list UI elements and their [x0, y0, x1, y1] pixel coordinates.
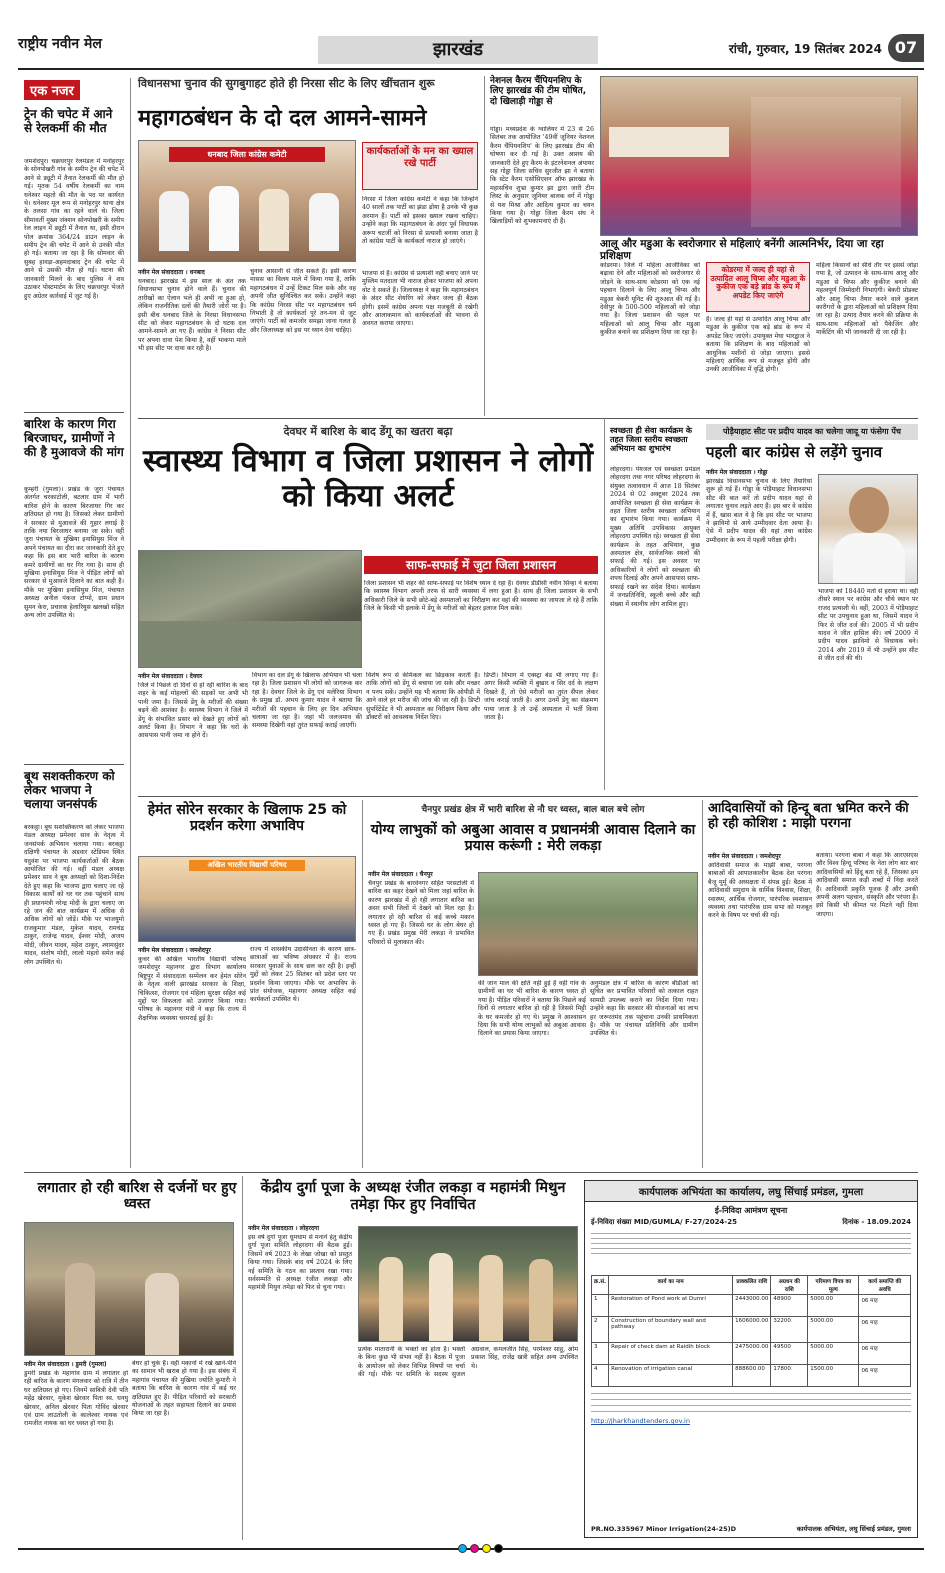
swasthya-text-1: जिले में पिछले दो दिनों से हो रही बारिश के बाद शहर के कई मोहल्लों की सड़कों पर अभी भी पानी जमा है। जिससे डेंगू के मरीजों की संख्या बढ़ने की आशंका है। स्वास्थ्य विभाग ने जिले में डेंगू के संभावित प्रसार को देखते हुए लोगों को अलर्ट किया है। विभाग ने कहा कि घरों के आसपास पानी जमा ना होने दें। — [138, 682, 248, 740]
print-registration-strip — [18, 1548, 924, 1556]
tender-office: कार्यपालक अभियंता का कार्यालय, लघु सिंचाई प्रमंडल, गुमला — [638, 1187, 864, 1198]
section-rule — [138, 796, 918, 797]
ek-nazar-label: एक नजर — [24, 80, 124, 98]
swasthya-text-4: विशेष रूप से केमिकल का छिड़काव करती है। ताकि लोगों को डेंगू से बचाया जा सके और मच्छर न पनप सकें। उन्होंने यह भी बताया कि ओपीडी में आने वाले हर मरीज की जांच की जा रही है। डिप्टी सुपरिंटेंडेंट ने भी अस्पताल का निरीक्षण किया और डॉक्टरों को आवश्यक निर्देश दिए। — [366, 672, 480, 722]
table-row — [592, 1295, 911, 1317]
cell: 3 — [592, 1343, 609, 1365]
cell: 2 — [592, 1317, 609, 1343]
hemant-photo — [138, 856, 356, 942]
cell: 49500 — [771, 1343, 808, 1365]
cell: 17800 — [771, 1365, 808, 1387]
cell: 06 माह — [859, 1343, 911, 1365]
durga-text-1: इस वर्ष दुर्गा पूजा धूमधाम से मनाने हेतु केंद्रीय दुर्गा पूजा समिति लोहरदगा की बैठक हुई। जिसमें वर्ष 2023 के लेखा जोखा को प्रस्तुत किया गया। जिसके बाद वर्ष 2024 के लिए नई समिति के गठन का प्रस्ताव रखा गया। सर्वसम्मति से अध्यक्ष रंजीत लकड़ा और महामंत्री मिथुन तमेड़ा को फिर से चुना गया। — [248, 1234, 352, 1292]
swasthya-text-3: जिला प्रशासन भी शहर की साफ-सफाई पर विशेष ध्यान दे रहा है। देवघर डीडीसी नवीन सिन्हा ने बताया कि स्वास्थ्य विभाग अपनी तरफ से सारी व्यवस्था में लगा हुआ है। साथ ही जिला प्रशासन के सभी अधिकारी जिले के सभी छोटे-बड़े अस्पतालों का निरीक्षण कर वहां की व्यवस्था का जायजा ले रहे हैं ताकि जिले के किसी भी इलाके में डेंगू के मरीजों को बेहतर इलाज मिल सके। — [364, 580, 598, 613]
barish-text-2: बेघर हो चुके हैं। वहीं मकानों में रखे खाने-पीने का सामान भी खराब हो गया है। इस संबंध में महागांव पंचायत की मुखिया ज्योति कुमारी ने बताया कि बारिश के कारण गांव में कई घर क्षतिग्रस्त हुए हैं। पीड़ित परिवारों को सरकारी योजनाओं के तहत सहायता दिलाने का प्रयास किया जा रहा है। — [132, 1360, 236, 1418]
masthead — [18, 30, 924, 66]
ek-nazar-s2-text: कुम्हरी (गुमला)। प्रखंड के जुरा पंचायत अंतर्गत चरकाटोली, बटलार ग्राम में भारी बारिश होने के कारण बिरजाघर गिर कर क्षतिग्रस्त हो गया है। जिसको लेकर ग्रामीणों ने सरकार से मुआवजे की गुहार लगाई है ताकि नया बिरजाघर बनाया जा सके। वहीं जुरा पंचायत के मुखिया इनासियुस मिंज ने अपने पंचायत का दौरा कर जानकारी देते हुए कहा कि इस बार भारी बारिश के कारण कमरे ग्रामीणों का घर गिर गया है। साथ ही मुखिया इनासियुस मिंज ने पीड़ित लोगों को सरकार से मुआवजे दिलाने का बात कही है। मौके पर मुखिया इनासियुस मिंज, पंचायत अध्यक्ष अनील पंकज टोप्पो, ग्राम प्रधान सुमन केरा, प्रचारक हेलारियुस खलखो सहित अन्य लोग उपस्थित थे। — [24, 486, 124, 620]
barish-photo — [24, 1222, 234, 1356]
ek-nazar-s3-text: बरकट्ठा। बूथ सशक्तिकरण को लेकर भाजपा मंडल अध्यक्ष प्रमेश्वर साव के नेतृत्व में जनसंपर्क अभियान चलाया गया। बरकट्ठा दक्षिणी पंचायत के अडवार स्टेडियम स्थित यदुवंश पर भाजपा कार्यकर्ताओं की बैठक आयोजित की गई। वहीं मंडल अध्यक्ष प्रमेश्वर साव ने बूथ अध्यक्षों को दिशा-निर्देश देते हुए कहा कि भाजपा द्वारा चलाए जा रहे विकास कार्यों को घर घर तक पहुंचाने साथ ही प्रधानमंत्री नरेन्द्र मोदी के द्वारा चलाए जा रहे जन की बात कार्यक्रम में अधिक से अधिक लोगों को जोड़ें। मौके पर भाजयुमो राजकुमार मंडल, मुकेश यादव, रामचंद्र ठाकुर, राजेन्द्र यादव, ईश्वर मोदी, अजय मोदी, जीवन यादव, महेश ठाकुर, श्यामसुंदर यादव, संतोष मोदी, लालो महतो समेत कई लोग उपस्थित थे। — [24, 824, 124, 966]
photo-figure — [529, 1259, 553, 1342]
photo-figure — [209, 186, 239, 251]
tender-ref: ई-निविदा संख्या MID/GUMLA/ F-27/2024-25 — [591, 1218, 737, 1226]
photo-figure — [379, 1257, 403, 1342]
photo-figure — [429, 1253, 453, 1342]
column-rule — [362, 800, 363, 1168]
cell: 48900 — [771, 1295, 808, 1317]
barish-headline: लगातार हो रही बारिश से दर्जनों घर हुए ध्वस्त — [37, 1180, 237, 1213]
mahila-text-1: कोडरमा। जिले में महिला आजीविका को बढ़ावा देने और महिलाओं को स्वरोजगार से जोड़ने के साथ-साथ कोडरमा को एक नई पहचान दिलाने के लिए आलू चिप्स और मडुआ बेकरी यूनिट की शुरुआत की गई है। देवीपुर के 500-500 महिलाओं को जोड़ा गया है। जिला प्रशासन की पहल पर महिलाओं को आलू चिप्स और मडुआ कुकीज बनाने का प्रशिक्षण दिया जा रहा है। — [600, 262, 700, 337]
awas-caption: नवीन मेल संवाददाता । चैनपुर — [368, 871, 433, 878]
tender-header — [585, 1181, 917, 1202]
divider — [24, 764, 124, 765]
registration-mark-magenta — [470, 1544, 479, 1553]
mahagathbandhan-text-4: भाजपा से है। कांग्रेस से प्रत्याशी नहीं बनाए जाने पर मुस्लिम मतदाता भी नाराज होकर भाजपा को अपना वोट दे सकते हैं। जिलाध्यक्ष ने कहा कि महागठबंधन के अंदर सीट शेयरिंग को लेकर जल्द ही बैठक होगी। इसमें कांग्रेस अपना पक्ष मजबूती से रखेगी और आलाकमान को कार्यकर्ताओं की भावना से अवगत कराया जाएगा। — [362, 270, 478, 328]
mahagathbandhan-text-3: निरसा में जिला कांग्रेस कमेटी ने कहा कि जिन्होंने 40 सालों तक पार्टी का झंडा ढोया है उनके भी कुछ अरमान हैं। पार्टी को इसका ख्याल रखना चाहिए। उन्होंने कहा कि महागठबंधन के अंदर पूर्व विधायक अरूप चटर्जी को निरसा से प्रत्याशी बनाया जाता है तो कांग्रेस पार्टी के कार्यकर्ता नाराज हो जाएंगे। — [362, 196, 478, 246]
swachhta-text: लोहरदगा। पेयजल एवं स्वच्छता प्रमंडल लोहरदगा तथा नगर परिषद लोहरदगा के संयुक्त तत्वावधान में आज 18 सितंबर 2024 से 02 अक्टूबर 2024 तक आयोजित स्वच्छता ही सेवा कार्यक्रम के तहत जिला स्तरीय स्वच्छता अभियान का शुभारंभ किया गया। कार्यक्रम में मुख्य अतिथि उपविकास आयुक्त लोहरदगा उपस्थित रहे। स्वच्छता ही सेवा कार्यक्रम के तहत अभियान, कुछ अस्पताल क्षेत्र, सार्वजनिक स्थलों की सफाई की गई। इस अवसर पर अधिकारियों ने लोगों को स्वच्छता की शपथ दिलाई और अपने आसपास साफ-सफाई रखने का संदेश दिया। कार्यक्रम में जनप्रतिनिधि, स्कूली बच्चे और बड़ी संख्या में स्थानीय लोग शामिल हुए। — [610, 466, 700, 608]
swasthya-headline: स्वास्थ्य विभाग व जिला प्रशासन ने लोगों को किया अलर्ट — [143, 443, 593, 514]
section-rule — [24, 1172, 918, 1173]
cell: 1500.00 — [808, 1365, 859, 1387]
cell: 4 — [592, 1365, 609, 1387]
brand-logo: राष्ट्रीय नवीन मेल — [18, 36, 102, 52]
cell: 1606000.00 — [733, 1317, 771, 1343]
congress-caption: नवीन मेल संवाददाता । गोड्डा — [706, 469, 768, 476]
mahagathbandhan-text-2: चुनाव आसानी से जीत सकते हैं। इसी कारण मासस का विलय माले में किया गया है, ताकि महागठबंधन में उन्हें टिकट मिल सके और वह अपनी जीत सुनिश्चित कर सकें। उन्होंने कहा कि कांग्रेस निरसा सीट पर महागठबंधन धर्म निभाती है तो कार्यकर्ता पूरे तन-मन से जुट जाएंगे। पार्टी को कमजोर समझा जाना गलत है और जिलाध्यक्ष को इस पर ध्यान देना चाहिए। — [250, 268, 356, 334]
photo-figure — [145, 1273, 179, 1356]
mahila-text-3: महिला किसानों को सीधे तौर पर इससे जोड़ा गया है, जो उत्पादन के साथ-साथ आलू और मडुआ से चिप्स और कुकीज बनाने की महत्वपूर्ण जिम्मेदारी निभाएंगी। बेकरी प्रोडक्ट और आलू चिप्स तैयार करने वाले कुशल कारीगरों के द्वारा महिलाओं को प्रशिक्षण दिया जा रहा है। उत्पाद तैयार करने की प्रक्रिया के साथ-साथ महिलाओं को पैकेजिंग और मार्केटिंग की भी जानकारी दी जा रही है। — [816, 262, 918, 337]
mahila-callout: कोडरमा में जल्द ही यहां से उत्पादित आलू चिप्स और मडुआ के कुकीज एक बड़े ब्रांड के रूप में अपडेट किए जाएंगे — [706, 262, 810, 312]
tender-conditions — [591, 1393, 911, 1425]
durga-headline: केंद्रीय दुर्गा पूजा के अध्यक्ष रंजीत लकड़ा व महामंत्री मिथुन तमेड़ा फिर हुए निर्वाचित — [260, 1180, 566, 1213]
tender-info-lines — [591, 1233, 911, 1273]
photo-group — [751, 97, 901, 227]
cell: 5000.00 — [808, 1343, 859, 1365]
adivasi-headline: आदिवासियों को हिन्दू बता भ्रमित करने की हो रही कोशिश : माझी परगना — [708, 801, 909, 831]
cell: 06 माह — [859, 1365, 911, 1387]
tender-table-wrap — [585, 1275, 917, 1387]
carrom-text: गोड्डा। मध्यप्रदेश के ग्वालियर में 23 से 26 सितंबर तक आयोजित '49वीं जूनियर नेशनल कैरम चैंपियनशिप' के लिए झारखंड टीम की घोषणा कर दी गई है। उक्त आशय की जानकारी देते हुए कैरम के इंटरनेशनल अंपायर सह गोड्डा जिला सचिव सुरजीत झा ने बताया कि स्टेट कैरम एसोसिएशन ऑफ झारखंड के महासचिव शुभ्रा कुमार झा द्वारा जारी टीम लिस्ट के अनुसार जूनियर बालक वर्ग में गोड्डा से यश मिश्रा और आदित्य कुमार का चयन किया गया है। गोड्डा जिला कैरम संघ ने खिलाड़ियों को शुभकामनाएं दी हैं। — [490, 126, 594, 226]
mahila-photo — [600, 76, 918, 236]
cell: 5000.00 — [808, 1295, 859, 1317]
column-rule — [484, 76, 485, 416]
photo-table — [609, 127, 729, 157]
section-title: झारखंड — [318, 36, 598, 64]
awas-photo — [478, 872, 698, 976]
cell: 888600.00 — [733, 1365, 771, 1387]
mahagathbandhan-photo — [138, 140, 356, 262]
hemant-text-2: राज्य में शासकीय उदासीनता के कारण छात्र-छात्राओं का भविष्य अंधकार में है। राज्य सरकार युवाओं के साथ छल कर रही है। इन्हीं मुद्दों को लेकर 25 सितंबर को प्रदेश स्तर पर प्रदर्शन किया जाएगा। मौके पर अभाविप के प्रांत संयोजक, महानगर अध्यक्ष सहित कई कार्यकर्ता उपस्थित थे। — [250, 946, 356, 1004]
masthead-rule — [18, 68, 924, 70]
ek-nazar-s3-headline: बूथ सशक्तीकरण को लेकर भाजपा ने चलाया जनसंपर्क — [24, 769, 115, 811]
carrom-headline: नेशनल कैरम चैंपियनशिप के लिए झारखंड की टीम घोषित, दो खिलाड़ी गोड्डा से — [490, 76, 587, 107]
hemant-caption: नवीन मेल संवाददाता । जमशेदपुर — [138, 947, 211, 954]
photo-banner: अखिल भारतीय विद्यार्थी परिषद — [189, 860, 305, 871]
cell: 2475000.00 — [733, 1343, 771, 1365]
th: क्र.सं. — [592, 1276, 609, 1295]
th: अग्रधन की राशि — [771, 1276, 808, 1295]
cell: 1 — [592, 1295, 609, 1317]
mahila-headline: आलू और मडुआ के स्वरोजगार से महिलाएं बनेंगी आत्मनिर्भर, दिया जा रहा प्रशिक्षण — [600, 238, 884, 263]
tender-table — [591, 1275, 911, 1387]
awas-text-3: अनुमंडल क्षेत्र में बारिश के कारण बीडीओ को सूचित कर प्रभावित परिवारों को तत्काल राहत सामग्री उपलब्ध कराने का निर्देश दिया गया। उन्होंने कहा कि सरकार की योजनाओं का लाभ हर जरूरतमंद तक पहुंचाना उनकी प्राथमिकता है। मौके पर पंचायत प्रतिनिधि और ग्रामीण उपस्थित थे। — [590, 980, 698, 1038]
cell: Renovation of irrigation canal — [609, 1365, 733, 1387]
cell: 06 माह — [859, 1295, 911, 1317]
durga-photo — [358, 1226, 578, 1342]
awas-text-1: चैनपुर प्रखंड के बारवेनगर सहित परसटोली में बारिश का कहर देखने को मिला जहां बारिश के कारण झारखंड में हो रही लगातार बारिश का असर सभी जिलों में देखने को मिल रहा है। लगातार हो रही बारिश से कई कच्चे मकान ध्वस्त हो गए हैं। जिससे घर के लोग बेघर हो गए हैं। प्रखंड प्रमुख मेरी लकड़ा ने प्रभावित परिवारों से मुलाकात की। — [368, 880, 474, 946]
photo-banner: धनबाद जिला कांग्रेस कमेटी — [169, 147, 325, 162]
barish-caption: नवीन मेल संवाददाता । डुमरी (गुमला) — [24, 1361, 107, 1368]
registration-mark-black — [494, 1544, 503, 1553]
congress-text-2: भाजपा को 18440 मतों से हराया था। वहीं तीसरे स्थान पर कांग्रेस और चौथे स्थान पर राजद प्रत्याशी थे। वहीं, 2003 में पोड़ैयाहाट सीट पर उपचुनाव हुआ था, जिसमें यादव ने फिर से जीत दर्ज की। 2005 में भी प्रदीप यादव ने जीत हासिल की। वर्ष 2009 में प्रदीप यादव झाविमो से विधायक बने। 2014 और 2019 में भी उन्होंने इस सीट से जीत दर्ज की थी। — [818, 588, 918, 663]
divider — [24, 412, 124, 413]
photo-figure — [309, 193, 339, 251]
adivasi-caption: नवीन मेल संवाददाता । जमशेदपुर — [708, 853, 781, 860]
photo-figure — [65, 1263, 95, 1356]
congress-portrait — [818, 474, 918, 584]
mahagathbandhan-caption: नवीन मेल संवाददाता । धनबाद — [138, 269, 205, 276]
tender-table-header — [592, 1276, 911, 1295]
cell: Construction of boundary wall and pathway — [609, 1317, 733, 1343]
tender-notice — [584, 1180, 918, 1538]
tender-signature: कार्यपालक अभियंता, लघु सिंचाई प्रमंडल, गुमला — [796, 1525, 911, 1533]
congress-kicker: पोड़ैयाहाट सीट पर प्रदीप यादव का चलेगा जादू या फंसेगा पेंच — [706, 424, 918, 440]
tender-footer-ref: PR.NO.335967 Minor Irrigation(24-25)D — [591, 1525, 736, 1533]
cell: 2443000.00 — [733, 1295, 771, 1317]
column-rule — [242, 1176, 243, 1540]
cell: 5000.00 — [808, 1317, 859, 1343]
adivasi-text-1: आदिवासी समाज के माझी बाबा, परगना बाबाओं की आपातकालीन बैठक देश परगना बैजू मुर्मू की अध्यक्षता में संपन्न हुई। बैठक में आदिवासी समुदाय के धार्मिक विश्वास, शिक्षा, स्वास्थ्य, आर्थिक रोजगार, पारंपरिक स्वशासन व्यवस्था तथा पारंपरिक ग्राम सभा को मजबूत करने के विषय पर चर्चा की गई। — [708, 862, 812, 920]
congress-text-1: झारखंड विधानसभा चुनाव के लिए तैयारियां शुरू हो गई हैं। गोड्डा के पोड़ैयाहाट विधानसभा सीट की बात करें तो प्रदीप यादव यहां से लगातार चुनाव लड़ते आए हैं। इस बार वे कांग्रेस में हैं, खास बात ये है कि इस सीट पर भाजपा ने झाविमो से आये उम्मीदवार देता आया है। ऐसे में प्रदीप यादव की यहां तथा कांग्रेस उम्मीदवार के रूप में पहली परीक्षा होगी। — [706, 478, 812, 544]
table-row — [592, 1343, 911, 1365]
registration-mark-yellow — [482, 1544, 491, 1553]
ek-nazar-s1-text: जमशेदपुर। चक्रधरपुर रेलमंडल में मनोहरपुर के सोनपोखरी गांव के समीप ट्रेन की चपेट में आने से ड्यूटी में तैनात रेलकर्मी की मौत हो गई। मृतक 54 वर्षीय रेलकर्मी का नाम धनेश्वर महतो की मौत के पद पर कार्यरत थे। धनेश्वर मूल रूप से मनोहरपुर थाना क्षेत्र के तलसा गांव का रहने वाले थे। जिला सीमावर्ती मुख्य जंक्शन सोनपोखरी के समीप रेल लाइन में ड्यूटी में तैनात था, इसी दौरान पोल क्रमांक 364/24 डाउन लाइन के समीप ट्रेन की चपेट में आने से उनकी मौत हो गई। बताया जा रहा है कि सोमवार की सुबह हावड़ा-अहमदाबाद ट्रेन की चपेट में आने से उसकी मौत हो गई। घटना की जानकारी मिलने के बाद पुलिस ने शव उठाकर पोस्टमार्टम के लिए चक्रधरपुर भेजते हुए अग्रेतर कार्रवाई में जुट गई है। — [24, 158, 124, 300]
ek-nazar-s2-headline: बारिश के कारण गिरा बिरजाघर, ग्रामीणों ने की है मुआवजे की मांग — [24, 417, 124, 459]
registration-mark-cyan — [458, 1544, 467, 1553]
awas-text-2: की जान माल की क्षति नहीं हुई है वहीं गांव के ग्रामीणों का घर भी बारिश के कारण ध्वस्त हो गया है। पीड़ित परिवारों ने बताया कि पिछले कई दिनों से लगातार बारिश हो रही है जिससे मिट्टी के घर कमजोर हो गए थे। प्रमुख ने आश्वासन दिया कि सभी योग्य लाभुकों को अबुआ आवास दिलाने का प्रयास किया जाएगा। — [478, 980, 586, 1038]
photo-figure — [259, 189, 289, 251]
adivasi-text-2: बताया। परगना बाबा ने कहा कि आरएसएस और विश्व हिन्दू परिषद के नेता लोग बार बार आदिवासियों को हिंदू बता रहे हैं, जिसका हम आदिवासी समाज कड़ी शब्दों में निंदा करते हैं। आदिवासी प्रकृति पूजक हैं और उनकी अपनी अलग पहचान, संस्कृति और परंपरा है। इसे किसी भी कीमत पर मिटने नहीं दिया जाएगा। — [816, 852, 918, 918]
cell: 06 माह — [859, 1317, 911, 1343]
awas-headline: योग्य लाभुकों को अबुआ आवास व प्रधानमंत्री आवास दिलाने का प्रयास करूंगी : मेरी लकड़ा — [370, 822, 696, 855]
th: परिमाण विपत्र का मूल्य — [808, 1276, 859, 1295]
section-rule — [138, 418, 918, 419]
mahila-text-2: है। जल्द ही यहां से उत्पादित आलू चिप्स और मडुआ के कुकीज एक बड़े ब्रांड के रूप में अपडेट किए जाएंगे। उपायुक्त मेघा भारद्वाज ने बताया कि प्रशिक्षण के बाद महिलाओं को आधुनिक मशीनों से जोड़ा जाएगा। इससे महिलाएं आर्थिक रूप से मजबूत होंगी और उनकी आजीविका में वृद्धि होगी। — [706, 316, 810, 374]
photo-figure — [479, 1255, 503, 1342]
durga-caption: नवीन मेल संवाददाता । लोहरदगा — [248, 1225, 320, 1232]
awas-kicker: चैनपुर प्रखंड क्षेत्र में भारी बारिश से नौ घर ध्वस्त, बाल बाल बचे लोग — [421, 805, 645, 815]
photo-drain — [139, 621, 362, 668]
swasthya-kicker: देवघर में बारिश के बाद डेंगू का खतरा बढ़ा — [283, 425, 453, 438]
portrait-body — [833, 533, 905, 584]
th: कार्य का नाम — [609, 1276, 733, 1295]
hemant-headline: हेमंत सोरेन सरकार के खिलाफ 25 को प्रदर्शन करेगा अभाविप — [147, 802, 347, 835]
swasthya-text-2: विभाग का दल डेंगू के खिलाफ अभियान भी चला रहा है। जिला प्रशासन भी लोगों को जागरूक कर रहा है। देवघर जिले के डेंगू एवं मलेरिया विभाग के प्रमुख डॉ. अभय कुमार यादव ने बताया कि मरीजों की पहचान के लिए हर दिन अभियान चलाया जा रहा है। जहां भी जलजमाव की समस्या दिखेगी वहां तुरंत सफाई कराई जाएगी। — [252, 672, 362, 730]
tender-ref-line — [585, 1216, 917, 1229]
swachhta-headline: स्वच्छता ही सेवा कार्यक्रम के तहत जिला स्तरीय स्वच्छता अभियान का शुभारंभ — [610, 426, 693, 454]
table-row — [592, 1317, 911, 1343]
swasthya-text-5: डिप्टी। विभाग में एक्स्ट्रा बेड भी लगाए गए हैं। अगर किसी व्यक्ति में बुखार व सिर दर्द के लक्षण दिखते हैं, तो ऐसे मरीजों का तुरंत सैंपल लेकर जांच कराई जाती है। अगर उनमें डेंगू का संक्रमण पाया जाता है तो उन्हें अस्पताल में भर्ती किया जाता है। — [484, 672, 598, 722]
barish-text-1: डुमरी प्रखंड के महागांव ग्राम में लगातार हो रही बारिश के कारण मंगलवार को रात्रि में तीन घर क्षतिग्रस्त हो गए। जिनमें साबित्री देवी पति महेंद्र खेरवार, मुकेश खेरवार पिता स्व. धनयु खेरवार, अनिल खेरवार पिता गोविंद खेरवार एवं ग्राम लाउतोली के कालेश्वर नायक एवं रामजीत नायक का घर ध्वस्त हो गया है। — [24, 1370, 128, 1428]
mahagathbandhan-text-1: धनबाद। झारखंड में इस साल के अंत तक विधानसभा चुनाव होने वाले हैं। चुनाव की तारीखों का ऐलान भले ही अभी ना हुआ हो, लेकिन राजनीतिक दलों की तैयारी जोरों पर है। इसी बीच धनबाद जिले के निरसा विधानसभा सीट को लेकर महागठबंधन के दो घटक दल आमने-सामने आ गए हैं। कांग्रेस ने निरसा सीट पर अपना दावा पेश किया है, वहीं भाकपा माले भी इस सीट पर दावा कर रही है। — [138, 278, 246, 353]
th: प्राक्कलित राशि — [733, 1276, 771, 1295]
swasthya-redbox: साफ-सफाई में जुटा जिला प्रशासन — [364, 556, 598, 574]
column-rule — [130, 78, 131, 1168]
ek-nazar-s1-headline: ट्रेन की चपेट में आने से रेलकर्मी की मौत — [24, 107, 113, 135]
th: कार्य समाप्ति की अवधि — [859, 1276, 911, 1295]
congress-headline: पहली बार कांग्रेस से लड़ेंगे चुनाव — [706, 443, 883, 461]
page-number: 07 — [888, 34, 924, 62]
tender-date: दिनांक - 18.09.2024 — [842, 1218, 911, 1226]
mahagathbandhan-headline: महागठबंधन के दो दल आमने-सामने — [138, 106, 427, 131]
mahagathbandhan-pullquote: कार्यकर्ताओं के मन का ख्याल रखे पार्टी — [362, 142, 478, 190]
photo-figure — [159, 191, 189, 251]
durga-text-2: प्रत्येक मातारानी के भक्तों का होता है। भक्तों के बिना कुछ भी संभव नहीं है। बैठक में पूजा के आयोजन को लेकर विभिन्न विषयों पर चर्चा की गई। मौके पर समिति के सदस्य सुजल अग्रवाल, कमलजीत सिंह, परमेश्वर साहू, ओम प्रकाश सिंह, राजेंद्र खत्री सहित अन्य उपस्थित थे। — [358, 1346, 578, 1379]
column-rule — [604, 418, 605, 790]
cell: 32200 — [771, 1317, 808, 1343]
mahagathbandhan-kicker: विधानसभा चुनाव की सुगबुगाहट होते ही निरसा सीट के लिए खींचतान शुरू — [138, 77, 435, 90]
cell: Repair of check dam at Raidih block — [609, 1343, 733, 1365]
swasthya-caption: नवीन मेल संवाददाता । देवघर — [138, 673, 203, 680]
date-line: रांची, गुरुवार, 19 सितंबर 2024 — [728, 42, 882, 56]
portrait-face — [849, 487, 889, 533]
hemant-text-1: कुचर की अखिल भारतीय विद्यार्थी परिषद जमशेदपुर महानगर द्वारा विभाग कार्यालय बिष्टुपुर में संवाददाता सम्मेलन कर हेमंत सोरेन के नेतृत्व वाली झारखंड सरकार के शिक्षा, चिकित्सा, रोजगार एवं महिला सुरक्षा सहित कई मुद्दों पर विफलता को उजागर किया गया। परिषद के महानगर मंत्री ने कहा कि राज्य में शैक्षणिक व्यवस्था चरमराई हुई है। — [138, 956, 246, 1022]
swasthya-photo — [138, 550, 362, 668]
column-rule — [702, 800, 703, 1168]
table-row — [592, 1365, 911, 1387]
cell: Restoration of Pond work at Dumri — [609, 1295, 733, 1317]
tender-website[interactable]: http://jharkhandtenders.gov.in — [591, 1417, 690, 1425]
tender-notice-title: ई-निविदा आमंत्रण सूचना — [714, 1206, 788, 1215]
